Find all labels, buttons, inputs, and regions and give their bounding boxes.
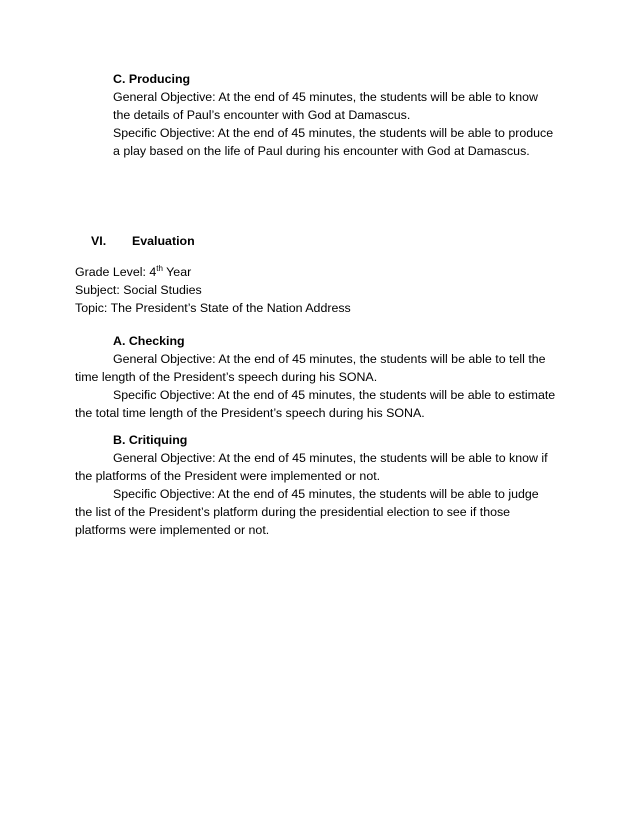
producing-general-line-2: the details of Paul’s encounter with God at Damascus.	[113, 108, 411, 122]
grade-level	[0, 263, 638, 281]
topic-line: Topic: The President’s State of the Nation Address	[75, 301, 351, 315]
checking-section	[0, 332, 638, 422]
critiquing-specific-line-3: platforms were implemented or not.	[75, 523, 270, 537]
lesson-info	[0, 263, 638, 317]
evaluation-roman-numeral: VI.	[91, 234, 107, 248]
producing-heading: C. Producing	[113, 72, 191, 86]
evaluation-title: Evaluation	[132, 234, 195, 248]
critiquing-specific-line-1: Specific Objective: At the end of 45 minutes, the students will be able to judge	[113, 487, 539, 501]
checking-specific-line-2: the total time length of the President’s speech during his SONA.	[75, 406, 425, 420]
producing-specific-line-1: Specific Objective: At the end of 45 minutes, the students will be able to produce	[113, 126, 554, 140]
grade-level-sup: th	[156, 264, 163, 273]
producing-section	[0, 70, 638, 160]
checking-general-line-1: General Objective: At the end of 45 minutes, the students will be able to tell the	[113, 352, 546, 366]
checking-general-line-2: time length of the President’s speech during his SONA.	[75, 370, 378, 384]
grade-level-suffix: Year	[162, 265, 192, 279]
grade-level-prefix: Grade Level: 4	[75, 265, 157, 279]
checking-heading: A. Checking	[113, 334, 185, 348]
producing-general-line-1: General Objective: At the end of 45 minutes, the students will be able to know	[113, 90, 538, 104]
checking-specific-line-1: Specific Objective: At the end of 45 minutes, the students will be able to estimate	[113, 388, 556, 402]
subject-line: Subject: Social Studies	[75, 283, 202, 297]
evaluation-heading	[0, 232, 638, 250]
critiquing-general-line-1: General Objective: At the end of 45 minutes, the students will be able to know if	[113, 451, 548, 465]
critiquing-heading: B. Critiquing	[113, 433, 188, 447]
critiquing-specific-line-2: the list of the President’s platform during the presidential election to see if those	[75, 505, 511, 519]
critiquing-section	[0, 431, 638, 539]
producing-specific-line-2: a play based on the life of Paul during his encounter with God at Damascus.	[113, 144, 530, 158]
critiquing-general-line-2: the platforms of the President were implemented or not.	[75, 469, 381, 483]
